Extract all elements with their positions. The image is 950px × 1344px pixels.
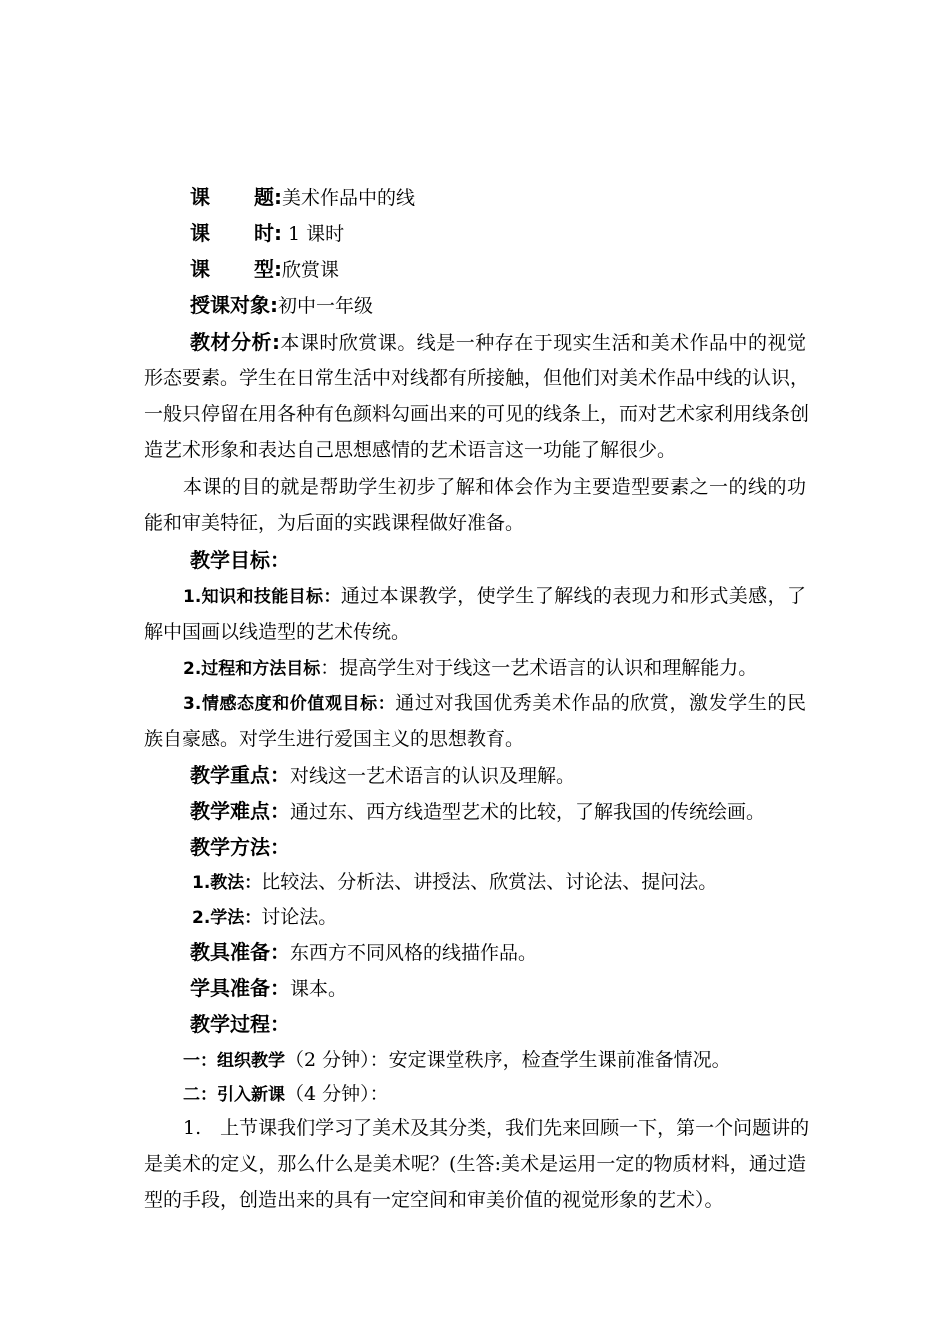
- hours-value: 1 课时: [282, 223, 345, 245]
- process-step-2-label: 二：引入新课: [183, 1085, 285, 1105]
- analysis-label: 教材分析: [190, 330, 272, 354]
- objective-1-line-1: [183, 584, 806, 609]
- teacher-tools-label: 教具准备：: [190, 940, 290, 964]
- key-point-line: [190, 763, 575, 788]
- student-tools-text: 课本。: [290, 978, 348, 1000]
- hours-label-char1: 课: [190, 221, 210, 245]
- hours-label-char2: 时: [254, 221, 274, 245]
- target-colon: :: [270, 293, 278, 317]
- topic-colon: :: [274, 185, 282, 209]
- target-line: [190, 293, 373, 318]
- analysis-line-2: 形态要素。学生在日常生活中对线都有所接触，但他们对美术作品中线的认识，: [144, 367, 810, 389]
- process-step-1-label: 一：组织教学: [183, 1051, 285, 1071]
- analysis-text-1: 本课时欣赏课。线是一种存在于现实生活和美术作品中的视觉: [279, 332, 806, 354]
- type-label-char2: 型: [254, 257, 274, 281]
- analysis-line-3: 一般只停留在用各种有色颜料勾画出来的可见的线条上，而对艺术家利用线条创: [144, 403, 810, 425]
- teach-method-text: 比较法、分析法、讲授法、欣赏法、讨论法、提问法。: [261, 871, 718, 893]
- learn-method-label: 2.学法：: [192, 908, 262, 928]
- process-para-line-3: 型的手段，创造出来的具有一定空间和审美价值的视觉形象的艺术）。: [144, 1189, 724, 1211]
- analysis-line-1: [190, 330, 806, 355]
- target-value: 初中一年级: [278, 295, 374, 317]
- process-step-1-text: （2 分钟）：安定课堂秩序，检查学生课前准备情况。: [285, 1049, 731, 1071]
- hours-colon: :: [274, 221, 282, 245]
- type-value: 欣赏课: [282, 259, 340, 281]
- process-step-1: [183, 1048, 731, 1073]
- objective-3-line-1: [183, 691, 806, 716]
- objective-2-text: ：提高学生对于线这一艺术语言的认识和理解能力。: [320, 657, 758, 679]
- student-tools-label: 学具准备：: [190, 976, 290, 1000]
- objective-3-label: 3.情感态度和价值观目标：: [183, 694, 396, 714]
- objective-1-label: 1.知识和技能目标：: [183, 587, 341, 607]
- teach-method-label: 1.教法：: [192, 873, 262, 893]
- process-para-line-1: 1. 上节课我们学习了美术及其分类，我们先来回顾一下，第一个问题讲的: [183, 1117, 810, 1139]
- topic-label-char1: 课: [190, 185, 210, 209]
- purpose-line-2: 能和审美特征，为后面的实践课程做好准备。: [144, 512, 525, 534]
- process-step-2: [183, 1082, 389, 1107]
- key-point-text: 对线这一艺术语言的认识及理解。: [290, 765, 576, 787]
- analysis-colon: :: [271, 330, 280, 354]
- process-para-line-2: 是美术的定义，那么什么是美术呢？(生答:美术是运用一定的物质材料，通过造: [144, 1153, 806, 1175]
- objectives-heading: 教学目标：: [190, 548, 290, 572]
- topic-label-char2: 题: [254, 185, 274, 209]
- learn-method-line: [192, 905, 337, 930]
- key-point-label: 教学重点：: [190, 763, 290, 787]
- topic-value: 美术作品中的线: [282, 187, 416, 209]
- objective-3-line-2: 族自豪感。对学生进行爱国主义的思想教育。: [144, 728, 525, 750]
- student-tools-line: [190, 976, 347, 1001]
- teacher-tools-line: [190, 940, 537, 965]
- teach-method-line: [192, 870, 717, 895]
- type-line: [190, 257, 339, 282]
- learn-method-text: 讨论法。: [261, 906, 338, 928]
- objective-3-text: 通过对我国优秀美术作品的欣赏，激发学生的民: [395, 692, 806, 714]
- difficulty-label: 教学难点：: [190, 799, 290, 823]
- hours-line: [190, 221, 344, 246]
- analysis-line-4: 造艺术形象和表达自己思想感情的艺术语言这一功能了解很少。: [144, 439, 677, 461]
- target-label: 授课对象: [190, 293, 270, 317]
- type-colon: :: [274, 257, 282, 281]
- purpose-line-1: 本课的目的就是帮助学生初步了解和体会作为主要造型要素之一的线的功: [183, 476, 806, 498]
- methods-heading: 教学方法：: [190, 835, 290, 859]
- process-heading: 教学过程：: [190, 1012, 290, 1036]
- difficulty-line: [190, 799, 765, 824]
- process-step-2-text: （4 分钟）：: [285, 1083, 389, 1105]
- objective-1-text: 通过本课教学，使学生了解线的表现力和形式美感，了: [340, 585, 806, 607]
- objective-2-label: 2.过程和方法目标: [183, 659, 321, 679]
- objective-2-line: [183, 656, 757, 681]
- difficulty-text: 通过东、西方线造型艺术的比较，了解我国的传统绘画。: [290, 801, 766, 823]
- objective-1-line-2: 解中国画以线造型的艺术传统。: [144, 621, 411, 643]
- topic-line: [190, 185, 415, 210]
- teacher-tools-text: 东西方不同风格的线描作品。: [290, 942, 538, 964]
- type-label-char1: 课: [190, 257, 210, 281]
